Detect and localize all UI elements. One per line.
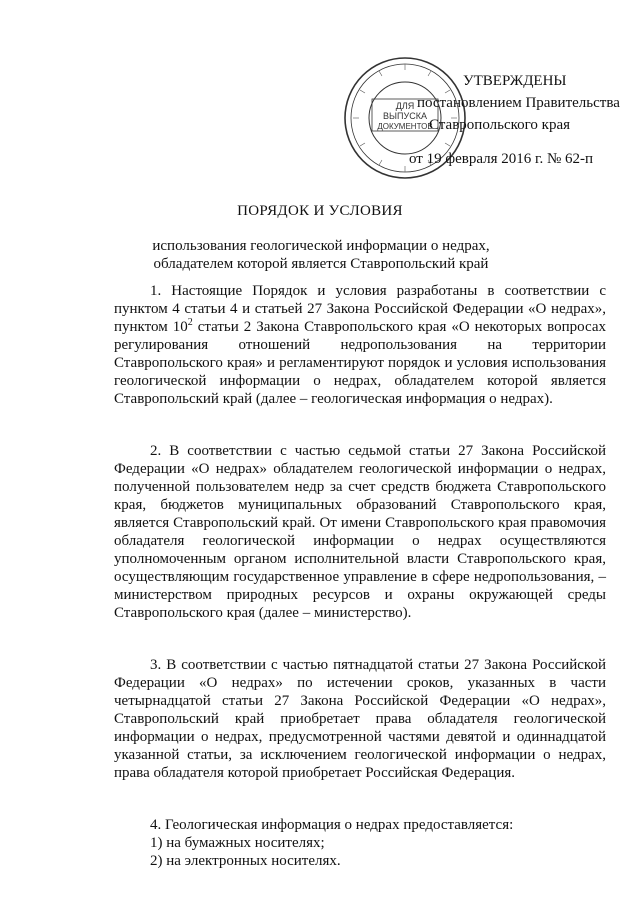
document-body xyxy=(114,282,606,870)
stamp-inner-line2: ВЫПУСКА xyxy=(383,111,427,121)
approval-heading: УТВЕРЖДЕНЫ xyxy=(463,73,567,89)
paragraph-1-part1: 1. Настоящие Порядок и условия разработаны в соответствии с пунктом 4 статьи 4 и статьей 27 Закона Российской Федерации «О недрах», пунктом 10 xyxy=(114,283,606,335)
document-title: ПОРЯДОК И УСЛОВИЯ xyxy=(237,203,403,219)
paragraph-1-superscript: 2 xyxy=(187,317,193,328)
approval-issuer: постановлением Правительства xyxy=(417,95,620,111)
approval-block xyxy=(405,70,625,170)
approval-region: Ставропольского края xyxy=(429,117,570,133)
paragraph-4-intro: 4. Геологическая информация о недрах предоставляется: xyxy=(150,817,514,833)
list-item-1: 1) на бумажных носителях; xyxy=(150,835,325,851)
list-item-2: 2) на электронных носителях. xyxy=(150,853,341,869)
paragraph-3: 3. В соответствии с частью пятнадцатой статьи 27 Закона Российской Федерации «О недрах» по истечении сроков, указанных в части четырнадцатой статьи 27 Закона Российской Федерации «О недрах», Ставропольский край приобретает права обладателя геологической информации о недрах, предусмотренной частями девятой и одиннадцатой указанной статьи, за исключением геологической информации о недрах, права обладателя которой приобретает Российская Федерация. xyxy=(114,657,606,781)
stamp-inner-line3: ДОКУМЕНТОВ xyxy=(377,122,433,131)
paragraph-2: 2. В соответствии с частью седьмой статьи 27 Закона Российской Федерации «О недрах» обладателем геологической информации о недрах, полученной пользователем недр за счет средств бюджета Ставропольского края, бюджетов муниципальных образований Ставропольского края, является Ставропольский край. От имени Ставропольского края правомочия обладателя геологической информации о недрах осуществляются уполномоченным органом исполнительной власти Ставропольского края, осуществляющим государственное управление в сфере недропользования, – министерством природных ресурсов и охраны окружающей среды Ставропольского края (далее – министерство). xyxy=(114,443,606,621)
stamp-inner-line1: ДЛЯ xyxy=(395,101,415,111)
paragraph-1 xyxy=(114,282,606,408)
approval-date-number: от 19 февраля 2016 г. № 62-п xyxy=(409,151,594,167)
paragraph-1-part2: статьи 2 Закона Ставропольского края «О некоторых вопросах регулирования отношений недропользования на территории Ставропольского края» и регламентируют порядок и условия использования геологической информации о недрах, обладателем которой является Ставропольский край (далее – геологическая информация о недрах). xyxy=(114,319,606,407)
document-subtitle: использования геологической информации о недрах, обладателем которой является Ставропольский край xyxy=(152,238,490,272)
